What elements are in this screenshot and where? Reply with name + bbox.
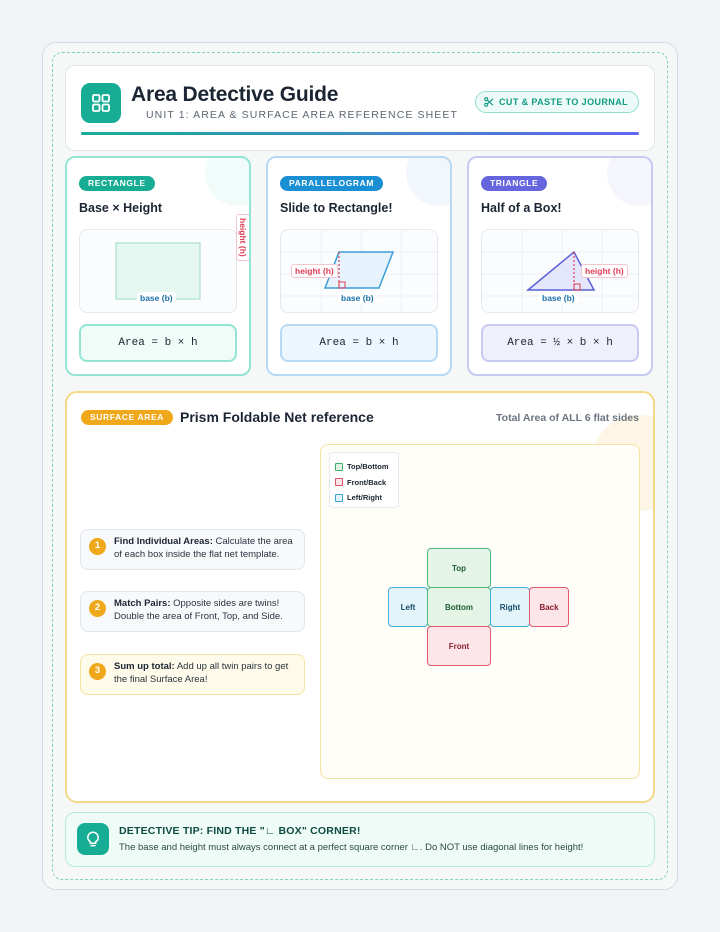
scissors-icon — [484, 97, 494, 107]
base-label: base (b) — [338, 292, 377, 304]
step-number: 3 — [89, 663, 106, 680]
shape-tag: RECTANGLE — [79, 176, 155, 191]
shape-heading: Base × Height — [79, 201, 163, 215]
height-label: height (h) — [291, 264, 338, 278]
shape-tag: PARALLELOGRAM — [280, 176, 383, 191]
shape-heading: Half of a Box! — [481, 201, 562, 215]
legend-top-bottom: Top/Bottom — [335, 459, 398, 475]
face-right: Right — [490, 587, 530, 627]
prism-net — [320, 444, 640, 779]
parallelogram-diagram — [280, 229, 438, 313]
step-number: 2 — [89, 600, 106, 617]
triangle-diagram — [481, 229, 639, 313]
rectangle-shape — [116, 243, 200, 299]
surface-area-note: Total Area of ALL 6 flat sides — [496, 412, 639, 424]
legend-left-right: Left/Right — [335, 490, 398, 506]
tip-heading: DETECTIVE TIP: FIND THE "∟ BOX" CORNER! — [119, 825, 361, 837]
parallelogram-card — [266, 156, 452, 376]
step-text: Add up all twin pairs to get the final Surface Area! — [114, 661, 289, 685]
reference-sheet — [42, 42, 678, 890]
shape-heading: Slide to Rectangle! — [280, 201, 393, 215]
surface-area-panel — [65, 391, 655, 803]
rectangle-diagram — [79, 218, 248, 313]
step-3 — [80, 654, 305, 695]
area-formula: Area = b × h — [280, 324, 438, 362]
rectangle-card — [65, 156, 251, 376]
surface-area-title: Prism Foldable Net reference — [180, 409, 374, 425]
step-bold: Find Individual Areas: — [114, 536, 213, 547]
shape-tag: TRIANGLE — [481, 176, 547, 191]
area-formula: Area = ½ × b × h — [481, 324, 639, 362]
face-left: Left — [388, 587, 428, 627]
cut-paste-button[interactable] — [475, 91, 639, 113]
net-legend — [329, 452, 399, 508]
step-2 — [80, 591, 305, 632]
lightbulb-icon — [77, 823, 109, 855]
face-back: Back — [529, 587, 569, 627]
page-title: Area Detective Guide — [131, 83, 339, 106]
step-text: Calculate the area of each box inside the flat net template. — [114, 536, 293, 560]
step-number: 1 — [89, 538, 106, 555]
height-label: height (h) — [581, 264, 628, 278]
height-label: height (h) — [236, 214, 250, 261]
base-label: base (b) — [137, 292, 176, 304]
step-bold: Match Pairs: — [114, 598, 171, 609]
step-1 — [80, 529, 305, 570]
cut-paste-label: CUT & PASTE TO JOURNAL — [499, 97, 628, 107]
page-subtitle: UNIT 1: AREA & SURFACE AREA REFERENCE SHEET — [146, 109, 459, 121]
legend-front-back: Front/Back — [335, 475, 398, 491]
header-accent-bar — [81, 132, 639, 135]
base-label: base (b) — [539, 292, 578, 304]
face-front: Front — [427, 626, 491, 666]
area-formula: Area = b × h — [79, 324, 237, 362]
grid-icon — [81, 83, 121, 123]
face-bottom: Bottom — [427, 587, 491, 627]
header-card — [65, 65, 655, 151]
tip-body: The base and height must always connect at a perfect square corner ∟. Do NOT use diagonal lines for height! — [119, 842, 584, 853]
face-top: Top — [427, 548, 491, 588]
detective-tip — [65, 812, 655, 867]
triangle-card — [467, 156, 653, 376]
step-bold: Sum up total: — [114, 661, 175, 672]
step-text: Opposite sides are twins! Double the area of Front, Top, and Side. — [114, 598, 283, 622]
surface-area-tag: SURFACE AREA — [81, 410, 173, 425]
